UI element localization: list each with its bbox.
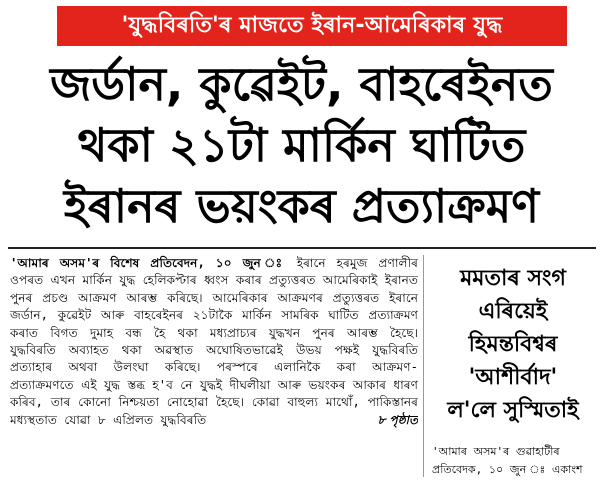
kicker-banner bbox=[57, 6, 567, 46]
side-headline-line: ল'লে সুস্মিতাই bbox=[447, 398, 579, 423]
story-text: ইৰানে হৰমুজ প্ৰণালীৰ ওপৰত এখন মাৰ্কিন যুদ্ধ হেলিকপ্টাৰ ধ্বংস কৰাৰ প্ৰত্যুত্তৰত আমেৰিকাই ইৰানত পুনৰ প্ৰচণ্ড আক্ৰমণ আৰম্ভ কৰিছে। আমেৰিকাৰ আক্ৰমণৰ প্ৰত্যুত্তৰত ইৰানে জৰ্ডান, কুৱেইট আৰু বাহৰেইনৰ ২১টাকৈ মাৰ্কিন সামৰিক ঘাটিত প্ৰত্যাক্ৰমণ কৰাত বিগত দুমাহ বন্ধ হৈ থকা মধ্যপ্ৰাচ্যৰ যুদ্ধখন পুনৰ আৰম্ভ হৈছে। যুদ্ধবিৰতি অব্যাহত থকা অৱস্থাত অঘোষিতভাৱেই উভয় পক্ষই যুদ্ধবিৰতি প্ৰত্যাহাৰ অথবা উলংঘা কৰিছে। পৰস্পৰে এলানিকৈ কৰা আক্ৰমণ-প্ৰত্যাক্ৰমণতে এই যুদ্ধ স্তব্ধ হ'ব নে যুদ্ধই দীঘলীয়া আৰু ভয়ংকৰ আকাৰ ধাৰণ কৰিব, তাৰ কোনো নিশ্চয়তা নোহোৱা হৈছে। কোৱা বাহুল্য মাথোঁ, পাকিস্তানৰ মধ্যস্থতাত যোৱা ৮ এপ্ৰিলত যুদ্ধবিৰতি bbox=[10, 256, 418, 427]
side-headline-line: এৰিয়েই bbox=[478, 299, 548, 324]
dateline: 'আমাৰ অসম'ৰ বিশেষ প্ৰতিবেদন, ১০ জুন ঃ bbox=[10, 256, 286, 270]
continued-link[interactable]: ৮ পৃষ্ঠাত bbox=[377, 412, 418, 427]
headline-divider bbox=[8, 247, 596, 249]
kicker-text: 'যুদ্ধবিৰতি'ৰ মাজতে ইৰান-আমেৰিকাৰ যুদ্ধ bbox=[121, 12, 503, 38]
side-story-body: 'আমাৰ অসম'ৰ গুৱাহাটীৰ প্ৰতিবেদক, ১০ জুন ঃ একাংশ bbox=[432, 445, 583, 476]
side-headline bbox=[428, 262, 598, 432]
headline-line: ইৰানৰ ভয়ংকৰ প্ৰত্যাক্ৰমণ bbox=[63, 179, 540, 233]
main-headline bbox=[0, 54, 603, 244]
main-story-body bbox=[10, 255, 418, 477]
column-rule bbox=[423, 255, 424, 477]
side-headline-line: 'আশীৰ্বাদ' bbox=[468, 365, 558, 390]
headline-line: থকা ২১টা মাৰ্কিন ঘাটিত bbox=[77, 118, 526, 172]
side-headline-line: মমতাৰ সংগ bbox=[460, 266, 566, 291]
side-headline-line: হিমন্তবিশ্বৰ bbox=[468, 332, 558, 357]
headline-line: জৰ্ডান, কুৱেইট, বাহৰেইনত bbox=[50, 57, 553, 111]
